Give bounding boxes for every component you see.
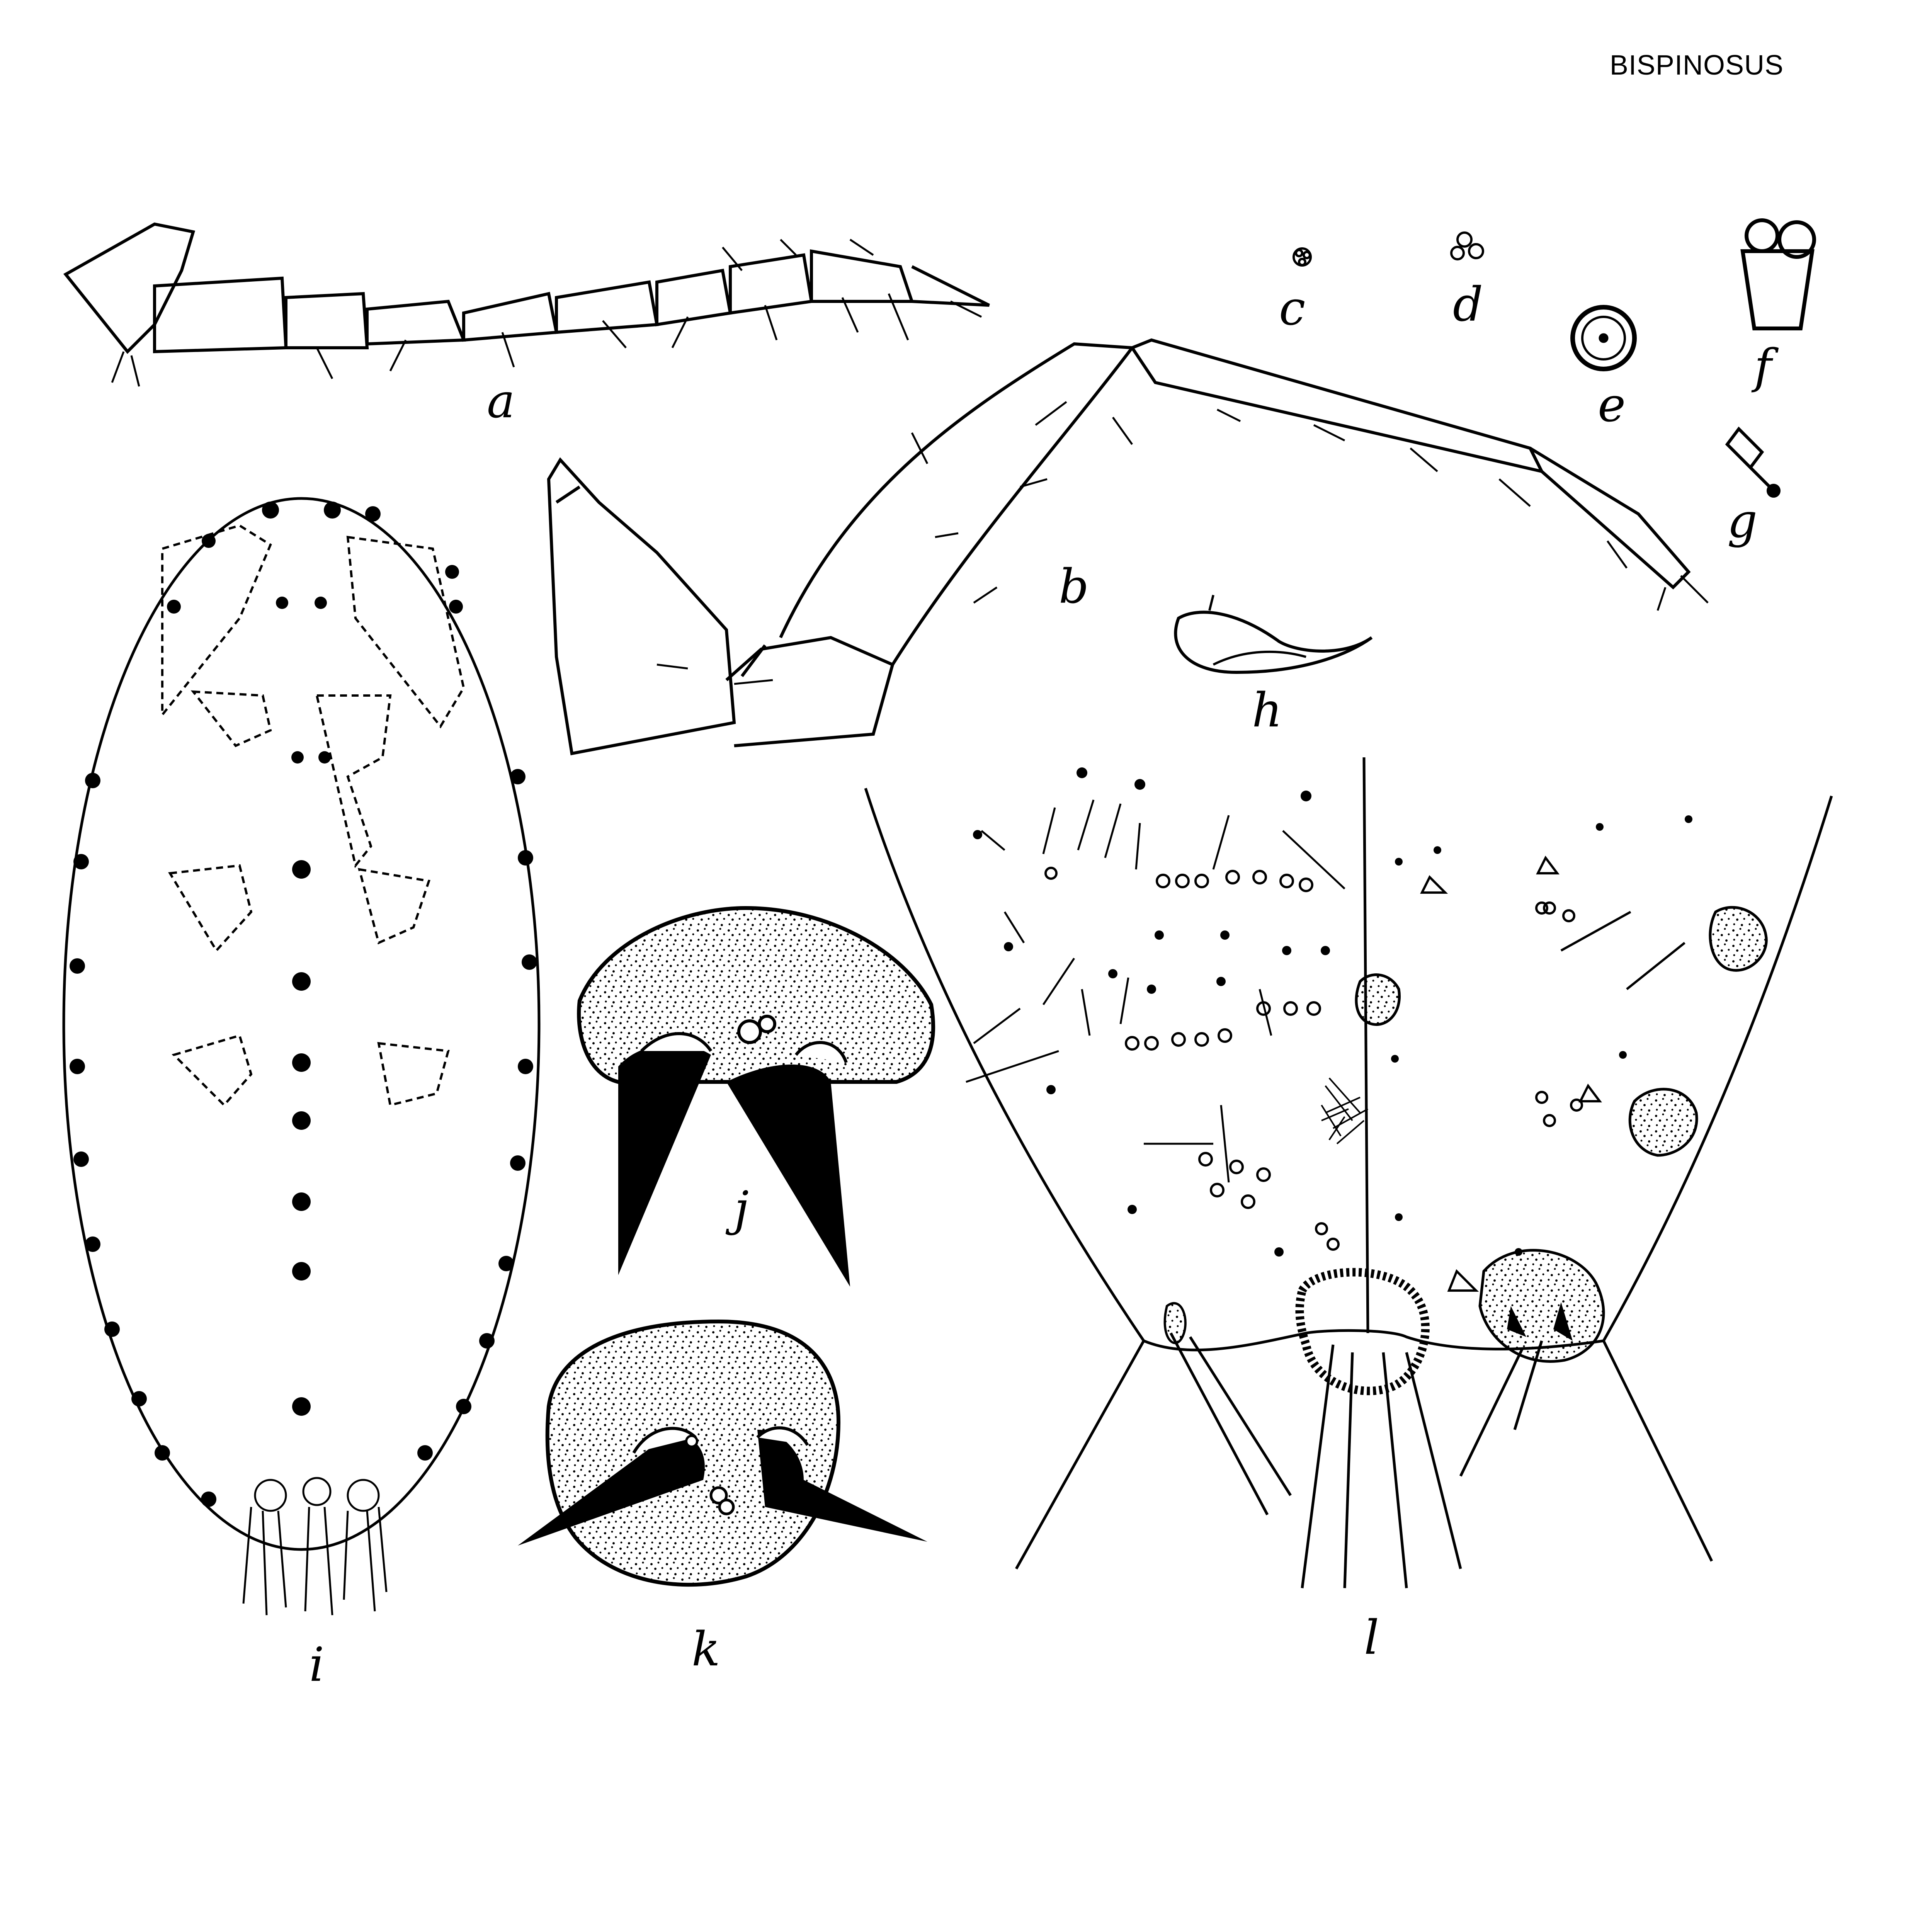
figure-label-f: f (1754, 339, 1772, 394)
figure-label-e: e (1598, 378, 1626, 432)
figure-label-c: c (1279, 281, 1306, 336)
figure-label-k: k (692, 1622, 720, 1677)
figure-label-l: l (1364, 1610, 1379, 1665)
figure-f-gland-pore (1743, 220, 1814, 328)
figure-label-j: j (734, 1181, 749, 1236)
figure-c-gland-pore (1294, 248, 1311, 265)
figure-i-body-outline (64, 498, 539, 1615)
figure-l-abdomen-apex (866, 757, 1832, 1588)
figure-b-leg (549, 340, 1708, 753)
figure-h-tarsal-claw (1175, 595, 1372, 672)
figure-label-g: g (1727, 493, 1758, 548)
figure-label-i: i (309, 1637, 325, 1692)
figure-label-d: d (1453, 277, 1483, 332)
figure-j-lateral-spine-group (579, 908, 933, 1287)
figure-label-h: h (1252, 683, 1282, 738)
figure-g-gland-pore (1727, 429, 1779, 496)
figure-label-a: a (487, 374, 515, 429)
figure-a-antenna (66, 224, 989, 386)
figure-k-median-spine-group (518, 1321, 927, 1585)
figure-label-b: b (1059, 559, 1089, 614)
figure-e-gland-pore (1573, 307, 1634, 369)
figure-d-gland-pore (1451, 233, 1483, 259)
header-tag: BISPINOSUS (1609, 50, 1784, 81)
